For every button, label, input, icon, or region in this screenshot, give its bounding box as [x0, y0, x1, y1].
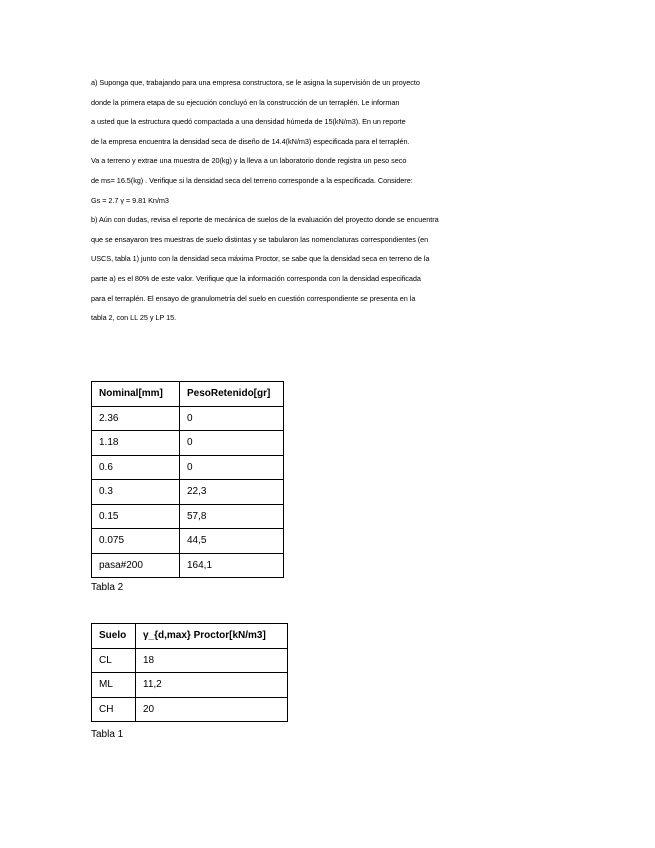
column-header-nominal: Nominal[mm] [92, 382, 180, 407]
table-header-row [92, 382, 284, 407]
table-cell: 2.36 [92, 406, 180, 431]
text-line: b) Aún con dudas, revisa el reporte de mecánica de suelos de la evaluación del proyecto donde se encuentra [91, 215, 439, 225]
text-line: a usted que la estructura quedó compactada a una densidad húmeda de 15(kN/m3). En un reporte [91, 117, 406, 127]
table-cell: 44,5 [180, 529, 284, 554]
table-row [92, 529, 284, 554]
table-cell: 0.3 [92, 480, 180, 505]
table-row [92, 480, 284, 505]
table-cell: 20 [136, 697, 288, 722]
text-line: Gs = 2.7 γ = 9.81 Kn/m3 [91, 195, 169, 205]
column-header-soil: Suelo [92, 624, 136, 649]
table-cell: CL [92, 648, 136, 673]
problem-statement [91, 73, 476, 328]
table-cell: 0 [180, 406, 284, 431]
text-line: parte a) es el 80% de este valor. Verifique que la información corresponda con la densidad especificada [91, 273, 421, 283]
table-row [92, 673, 288, 698]
table-row [92, 431, 284, 456]
table-header-row [92, 624, 288, 649]
table-cell: 22,3 [180, 480, 284, 505]
table-cell: 0.15 [92, 504, 180, 529]
sieve-analysis-table [91, 381, 284, 578]
table-cell: 18 [136, 648, 288, 673]
text-line: donde la primera etapa de su ejecución concluyó en la construcción de un terraplén. Le informan [91, 97, 400, 107]
table-cell: pasa#200 [92, 553, 180, 578]
column-header-max-dry-density: γ_{d,max} Proctor[kN/m3] [136, 624, 288, 649]
table-row [92, 504, 284, 529]
table-cell: 1.18 [92, 431, 180, 456]
proctor-density-table [91, 623, 288, 722]
text-line: que se ensayaron tres muestras de suelo distintas y se tabularon las nomenclaturas correspondientes (en [91, 234, 429, 244]
table-row [92, 697, 288, 722]
text-line: a) Suponga que, trabajando para una empresa constructora, se le asigna la supervisión de un proyecto [91, 78, 420, 87]
table-cell: 164,1 [180, 553, 284, 578]
table-cell: 11,2 [136, 673, 288, 698]
table-cell: 0.075 [92, 529, 180, 554]
table-cell: ML [92, 673, 136, 698]
table-cell: 0 [180, 455, 284, 480]
text-line: de ms= 16.5(kg) . Verifique si la densidad seca del terreno corresponde a la especificada. Considere: [91, 175, 413, 185]
table-cell: 0 [180, 431, 284, 456]
table-cell: 0.6 [92, 455, 180, 480]
column-header-retained-weight: PesoRetenido[gr] [180, 382, 284, 407]
table-row [92, 406, 284, 431]
table-row [92, 648, 288, 673]
table-caption: Tabla 1 [91, 729, 124, 740]
table-caption: Tabla 2 [91, 582, 124, 593]
table-cell: CH [92, 697, 136, 722]
text-line: para el terraplén. El ensayo de granulometría del suelo en cuestión correspondiente se presenta en la [91, 293, 416, 303]
text-line: USCS, tabla 1) junto con la densidad seca máxima Proctor, se sabe que la densidad seca en terreno de la [91, 254, 430, 264]
text-line: Va a terreno y extrae una muestra de 20(kg) y la lleva a un laboratorio donde registra un peso seco [91, 156, 407, 166]
text-line: tabla 2, con LL 25 y LP 15. [91, 313, 177, 323]
text-line: de la empresa encuentra la densidad seca de diseño de 14.4(kN/m3) especificada para el terraplén. [91, 136, 410, 146]
table-row [92, 455, 284, 480]
table-cell: 57,8 [180, 504, 284, 529]
table-row [92, 553, 284, 578]
